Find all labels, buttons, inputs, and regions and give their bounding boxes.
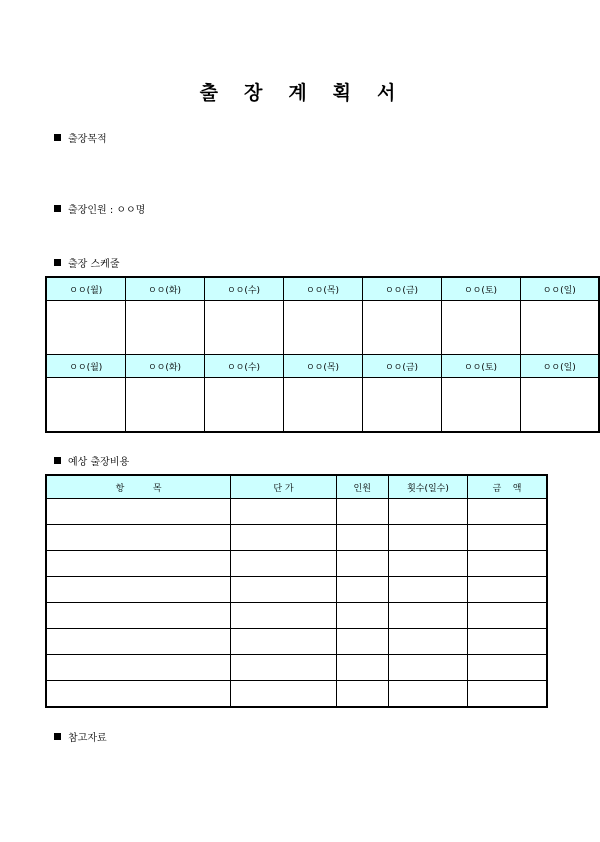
schedule-cell[interactable] xyxy=(204,301,283,355)
cost-row xyxy=(46,525,547,551)
title-char: 계 xyxy=(288,82,307,104)
schedule-day-header: ㅇㅇ(수) xyxy=(204,355,283,378)
cost-cell[interactable] xyxy=(468,577,547,603)
cost-cell[interactable] xyxy=(336,499,388,525)
schedule-header-row xyxy=(46,355,599,378)
cost-header-row xyxy=(46,475,547,499)
cost-row xyxy=(46,577,547,603)
cost-header-item: 항 목 xyxy=(46,475,231,499)
cost-cell[interactable] xyxy=(231,603,336,629)
section-personnel xyxy=(54,201,145,216)
cost-cell[interactable] xyxy=(388,499,467,525)
document-title xyxy=(0,78,595,105)
cost-cell[interactable] xyxy=(46,499,231,525)
schedule-cell[interactable] xyxy=(362,301,441,355)
cost-row xyxy=(46,551,547,577)
cost-row xyxy=(46,603,547,629)
cost-cell[interactable] xyxy=(468,681,547,708)
cost-cell[interactable] xyxy=(336,551,388,577)
schedule-table xyxy=(45,276,600,433)
cost-header-people: 인원 xyxy=(336,475,388,499)
schedule-day-header: ㅇㅇ(수) xyxy=(204,277,283,301)
section-purpose xyxy=(54,130,107,145)
cost-cell[interactable] xyxy=(231,525,336,551)
cost-cell[interactable] xyxy=(46,603,231,629)
cost-cell[interactable] xyxy=(336,603,388,629)
cost-cell[interactable] xyxy=(231,577,336,603)
schedule-day-header: ㅇㅇ(목) xyxy=(283,355,362,378)
cost-cell[interactable] xyxy=(336,681,388,708)
cost-row xyxy=(46,499,547,525)
cost-cell[interactable] xyxy=(336,525,388,551)
cost-cell[interactable] xyxy=(231,655,336,681)
cost-cell[interactable] xyxy=(388,629,467,655)
cost-header-amount: 금 액 xyxy=(468,475,547,499)
schedule-table-wrapper xyxy=(45,276,576,434)
cost-cell[interactable] xyxy=(231,629,336,655)
section-label: 출장인원 : ㅇㅇ명 xyxy=(68,205,146,216)
cost-row xyxy=(46,629,547,655)
cost-cell[interactable] xyxy=(468,525,547,551)
cost-cell[interactable] xyxy=(46,629,231,655)
schedule-day-header: ㅇㅇ(월) xyxy=(46,277,125,301)
cost-header-count: 횟수(일수) xyxy=(388,475,467,499)
cost-row xyxy=(46,655,547,681)
section-cost xyxy=(54,453,129,468)
schedule-header-row xyxy=(46,277,599,301)
cost-cell[interactable] xyxy=(388,681,467,708)
section-label: 예상 출장비용 xyxy=(68,457,130,468)
cost-cell[interactable] xyxy=(388,525,467,551)
cost-row xyxy=(46,681,547,708)
schedule-day-header: ㅇㅇ(목) xyxy=(283,277,362,301)
schedule-cell[interactable] xyxy=(362,378,441,433)
section-label: 출장목적 xyxy=(68,134,107,145)
cost-cell[interactable] xyxy=(468,629,547,655)
cost-cell[interactable] xyxy=(468,499,547,525)
schedule-cell[interactable] xyxy=(204,378,283,433)
section-reference xyxy=(54,729,107,744)
cost-cell[interactable] xyxy=(336,577,388,603)
schedule-day-header: ㅇㅇ(금) xyxy=(362,355,441,378)
cost-cell[interactable] xyxy=(46,577,231,603)
cost-cell[interactable] xyxy=(468,655,547,681)
cost-cell[interactable] xyxy=(46,525,231,551)
title-char: 출 xyxy=(199,82,218,104)
schedule-cell[interactable] xyxy=(46,378,125,433)
schedule-day-header: ㅇㅇ(월) xyxy=(46,355,125,378)
square-bullet-icon xyxy=(54,134,61,141)
schedule-body-row xyxy=(46,378,599,433)
cost-cell[interactable] xyxy=(336,629,388,655)
cost-cell[interactable] xyxy=(336,655,388,681)
square-bullet-icon xyxy=(54,733,61,740)
square-bullet-icon xyxy=(54,259,61,266)
cost-cell[interactable] xyxy=(388,551,467,577)
schedule-cell[interactable] xyxy=(441,378,520,433)
cost-cell[interactable] xyxy=(46,551,231,577)
schedule-day-header: ㅇㅇ(일) xyxy=(520,277,599,301)
schedule-day-header: ㅇㅇ(토) xyxy=(441,277,520,301)
schedule-cell[interactable] xyxy=(125,301,204,355)
square-bullet-icon xyxy=(54,205,61,212)
cost-cell[interactable] xyxy=(388,655,467,681)
schedule-day-header: ㅇㅇ(토) xyxy=(441,355,520,378)
title-char: 서 xyxy=(377,82,396,104)
section-label: 참고자료 xyxy=(68,733,107,744)
cost-cell[interactable] xyxy=(46,655,231,681)
cost-cell[interactable] xyxy=(46,681,231,708)
schedule-cell[interactable] xyxy=(283,378,362,433)
schedule-cell[interactable] xyxy=(441,301,520,355)
schedule-cell[interactable] xyxy=(520,301,599,355)
cost-cell[interactable] xyxy=(231,681,336,708)
cost-cell[interactable] xyxy=(231,551,336,577)
schedule-cell[interactable] xyxy=(125,378,204,433)
cost-cell[interactable] xyxy=(388,603,467,629)
schedule-cell[interactable] xyxy=(520,378,599,433)
square-bullet-icon xyxy=(54,457,61,464)
schedule-day-header: ㅇㅇ(화) xyxy=(125,355,204,378)
title-char: 획 xyxy=(332,82,352,104)
schedule-day-header: ㅇㅇ(화) xyxy=(125,277,204,301)
cost-cell[interactable] xyxy=(231,499,336,525)
title-char: 장 xyxy=(243,82,263,104)
cost-table-wrapper xyxy=(45,474,546,711)
section-label: 출장 스케줄 xyxy=(68,259,120,270)
schedule-cell[interactable] xyxy=(283,301,362,355)
cost-header-unit-price: 단 가 xyxy=(231,475,336,499)
cost-cell[interactable] xyxy=(468,603,547,629)
schedule-cell[interactable] xyxy=(46,301,125,355)
cost-cell[interactable] xyxy=(468,551,547,577)
cost-cell[interactable] xyxy=(388,577,467,603)
schedule-day-header: ㅇㅇ(금) xyxy=(362,277,441,301)
section-schedule xyxy=(54,255,119,270)
schedule-day-header: ㅇㅇ(일) xyxy=(520,355,599,378)
cost-table xyxy=(45,474,548,708)
schedule-body-row xyxy=(46,301,599,355)
